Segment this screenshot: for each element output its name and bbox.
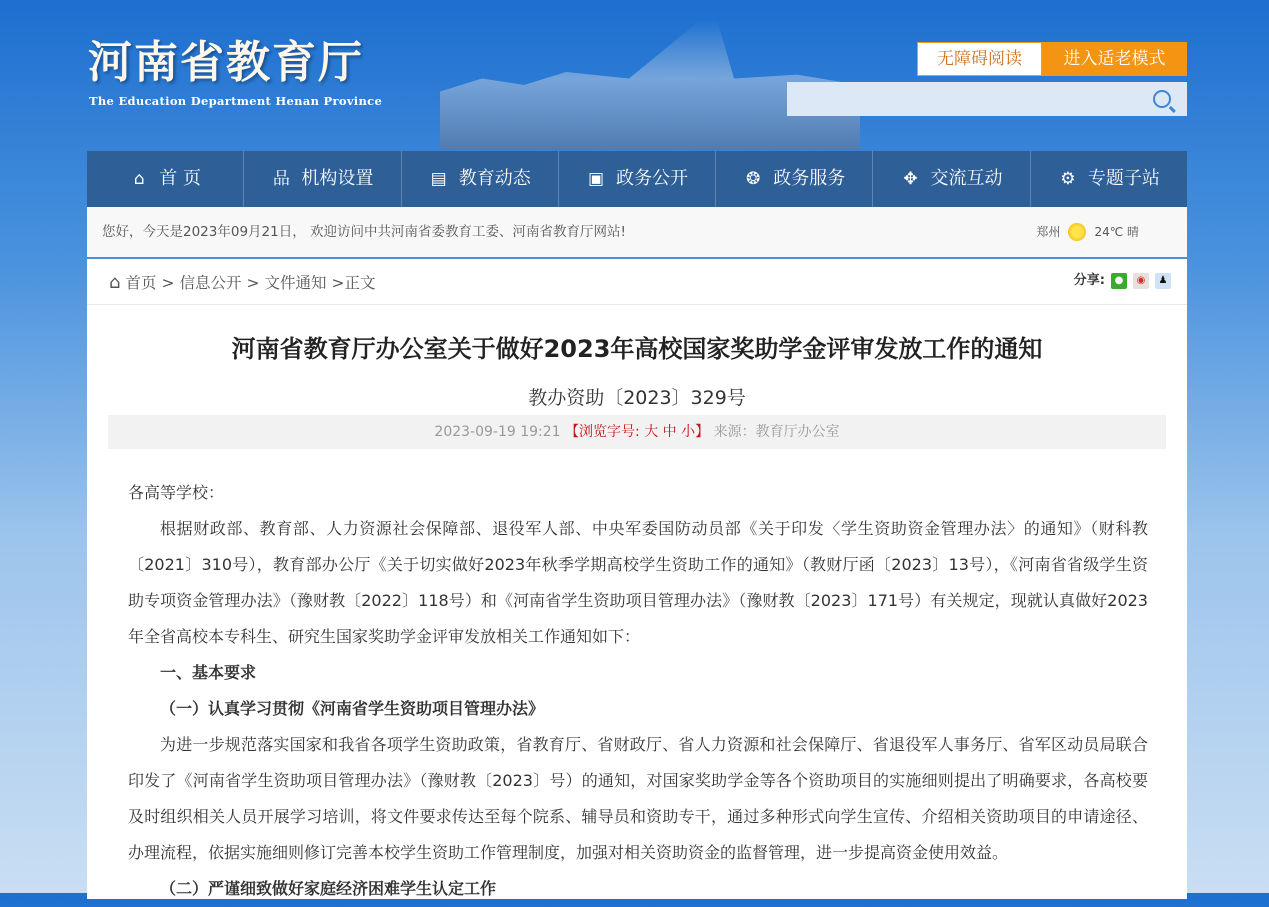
welcome-bar [87, 207, 1187, 257]
paragraph: 各高等学校： [128, 483, 225, 502]
breadcrumb-info[interactable]: 信息公开 [179, 274, 242, 292]
main-nav [87, 151, 1187, 207]
weather-temp: 24℃ 晴 [1094, 225, 1139, 239]
font-size-label: 【浏览字号: [565, 424, 640, 440]
publish-datetime: 2023-09-19 19:21 [434, 424, 561, 440]
article-panel [87, 259, 1187, 899]
breadcrumb-home[interactable]: 首页 [125, 274, 157, 292]
share-label: 分享: [1073, 273, 1105, 288]
paragraph: 为进一步规范落实国家和我省各项学生资助政策，省教育厅、省财政厅、省人力资源和社会保障厅、省退役军人事务厅、省军区动员局联合印发了《河南省学生资助项目管理办法》（豫财教〔2023〕号）的通知，对国家奖助学金等各个资助项目的实施细则提出了明确要求，各高校要及时组织相关人员开展学习培训，将文件要求传达至每个院系、辅导员和资助专干，通过多种形式向学生宣传、介绍相关资助项目的申请途径、办理流程，依据实施细则修订完善本校学生资助工作管理制度，加强对相关资助资金的监督管理，进一步提高资金使用效益。 [128, 735, 1148, 862]
accessible-reading-button[interactable]: 无障碍阅读 [917, 42, 1042, 76]
nav-item-4[interactable] [716, 151, 873, 207]
paragraph: 根据财政部、教育部、人力资源社会保障部、退役军人部、中央军委国防动员部《关于印发〈学生资助资金管理办法〉的通知》（财科教〔2021〕310号），教育部办公厅《关于切实做好2023年秋季学期高校学生资助工作的通知》（教财厅函〔2023〕13号），《河南省省级学生资助专项资金管理办法》（豫财教〔2022〕118号）和《河南省学生资助项目管理办法》（豫财教〔2023〕171号）有关规定，现就认真做好2023年全省高校本专科生、研究生国家奖助学金评审发放相关工作通知如下： [128, 519, 1148, 646]
document-number: 教办资助〔2023〕329号 [528, 387, 746, 409]
breadcrumb [109, 271, 375, 295]
breadcrumb-sep: > [161, 274, 175, 292]
weibo-icon[interactable]: ◉ [1133, 273, 1149, 289]
font-medium-button[interactable]: 中 [662, 424, 677, 440]
weather-widget [1036, 207, 1139, 257]
breadcrumb-current: >正文 [331, 274, 376, 292]
nav-item-6[interactable] [1031, 151, 1187, 207]
nav-icon: 品 [272, 169, 290, 189]
nav-icon: ❂ [746, 169, 761, 189]
nav-item-0[interactable] [87, 151, 244, 207]
nav-label: 交流互动 [930, 168, 1003, 189]
section-heading: （二）严谨细致做好家庭经济困难学生认定工作 [160, 879, 497, 898]
logo-subtitle: The Education Department Henan Province [89, 94, 383, 108]
search-box [787, 82, 1187, 116]
nav-label: 教育动态 [458, 168, 531, 189]
welcome-text: 您好，今天是2023年09月21日， 欢迎访问中共河南省委教育工委、河南省教育厅网站! [102, 224, 626, 240]
article-title: 河南省教育厅办公室关于做好2023年高校国家奖助学金评审发放工作的通知 [231, 335, 1043, 363]
nav-icon: ▤ [430, 169, 447, 189]
nav-label: 专题子站 [1087, 168, 1160, 189]
nav-icon: ▣ [587, 169, 605, 189]
weather-city: 郑州 [1036, 225, 1061, 239]
breadcrumb-notices[interactable]: 文件通知 [264, 274, 327, 292]
home-icon: ⌂ [109, 272, 121, 293]
nav-label: 政务公开 [615, 168, 688, 189]
breadcrumb-sep: > [246, 274, 260, 292]
nav-item-3[interactable] [559, 151, 716, 207]
search-icon[interactable] [1153, 90, 1171, 108]
font-small-button[interactable]: 小 [681, 424, 696, 440]
nav-item-1[interactable] [244, 151, 401, 207]
nav-icon: ✥ [903, 169, 918, 189]
nav-icon: ⌂ [133, 169, 145, 189]
section-heading: 一、基本要求 [160, 663, 257, 682]
font-size-close: 】 [695, 424, 710, 440]
elder-mode-button[interactable]: 进入适老模式 [1042, 42, 1187, 76]
divider [87, 304, 1187, 305]
nav-label: 首 页 [159, 168, 201, 189]
font-large-button[interactable]: 大 [644, 424, 659, 440]
wechat-icon[interactable]: ● [1111, 273, 1127, 289]
nav-icon: ⚙ [1060, 169, 1076, 189]
search-input[interactable] [787, 82, 1137, 116]
article-source: 来源：教育厅办公室 [713, 424, 840, 440]
nav-label: 政务服务 [773, 168, 846, 189]
qq-icon[interactable]: ♟ [1155, 273, 1171, 289]
sun-icon [1068, 223, 1086, 241]
nav-item-2[interactable] [402, 151, 559, 207]
section-heading: （一）认真学习贯彻《河南省学生资助项目管理办法》 [160, 699, 545, 718]
article-body [128, 475, 1148, 907]
nav-item-5[interactable] [873, 151, 1030, 207]
share-bar [1074, 271, 1171, 291]
article-meta [108, 415, 1166, 449]
logo-title[interactable]: 河南省教育厅 [88, 38, 364, 88]
header [0, 0, 1269, 150]
nav-label: 机构设置 [301, 168, 374, 189]
